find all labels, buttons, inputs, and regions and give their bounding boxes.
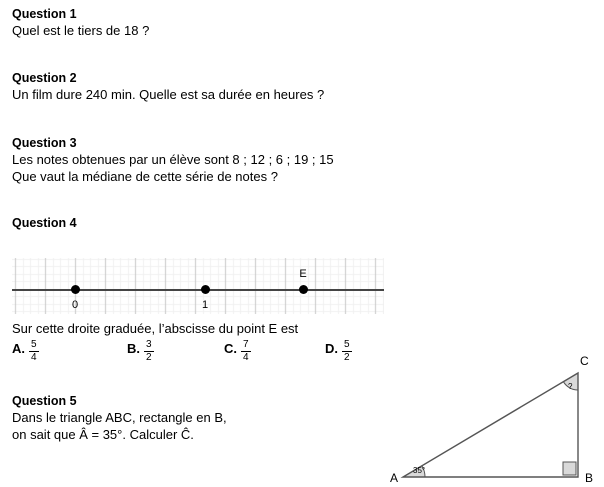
angle-label-c: ? [568, 382, 573, 391]
answer-option-c[interactable] [224, 340, 251, 363]
answer-options-row [12, 340, 392, 368]
vertex-label-a: A [390, 471, 399, 485]
number-line-label-e: E [299, 268, 307, 280]
fraction-numerator: 5 [344, 339, 350, 350]
triangle-figure [386, 352, 604, 487]
question-3-block [12, 135, 334, 185]
fraction-numerator: 3 [146, 339, 152, 350]
question-4-prompt: Sur cette droite graduée, l’abscisse du point E est [12, 321, 299, 336]
question-3-text-line-1: Les notes obtenues par un élève sont 8 ; 12 ; 6 ; 19 ; 15 [12, 152, 334, 167]
answer-option-fraction [29, 340, 39, 363]
vertex-label-c: C [580, 354, 589, 368]
angle-label-a: 35° [413, 466, 426, 475]
answer-option-a[interactable] [12, 340, 39, 363]
question-5-text-line-1: Dans le triangle ABC, rectangle en B, [12, 410, 227, 425]
answer-option-letter: C. [224, 341, 237, 356]
number-line-label-0: 0 [71, 299, 79, 311]
answer-option-fraction [144, 340, 154, 363]
triangle-outline [403, 373, 578, 477]
question-1-text-line-1: Quel est le tiers de 18 ? [12, 23, 150, 38]
right-angle-marker-b [563, 462, 576, 475]
answer-option-letter: D. [325, 341, 338, 356]
question-4-block [12, 215, 77, 231]
number-line-dot-1 [201, 285, 210, 294]
question-5-block [12, 393, 227, 443]
question-5-text-line-2: on sait que Â = 35°. Calculer Ĉ. [12, 427, 194, 442]
question-2-heading: Question 2 [12, 71, 77, 85]
fraction-denominator: 2 [344, 352, 350, 363]
triangle-svg [386, 352, 604, 487]
question-4-prompt-block [12, 320, 298, 337]
question-3-text-line-2: Que vaut la médiane de cette série de notes ? [12, 169, 278, 184]
fraction-denominator: 4 [31, 352, 37, 363]
number-line-figure [12, 258, 384, 314]
question-5-heading: Question 5 [12, 394, 77, 408]
question-1-heading: Question 1 [12, 7, 77, 21]
question-2-block [12, 70, 324, 103]
vertex-label-b: B [585, 471, 594, 485]
fraction-denominator: 2 [146, 352, 152, 363]
question-2-text-line-1: Un film dure 240 min. Quelle est sa durée en heures ? [12, 87, 325, 102]
fraction-numerator: 7 [243, 339, 249, 350]
number-line-label-1: 1 [201, 299, 209, 311]
answer-option-letter: B. [127, 341, 140, 356]
fraction-denominator: 4 [243, 352, 249, 363]
number-line-dot-e [299, 285, 308, 294]
answer-option-fraction [342, 340, 352, 363]
answer-option-letter: A. [12, 341, 25, 356]
number-line-dot-0 [71, 285, 80, 294]
question-4-heading: Question 4 [12, 216, 77, 230]
number-line-axis [12, 289, 384, 291]
answer-option-d[interactable] [325, 340, 352, 363]
question-3-heading: Question 3 [12, 136, 77, 150]
answer-option-b[interactable] [127, 340, 154, 363]
question-1-block [12, 6, 149, 39]
answer-option-fraction [241, 340, 251, 363]
fraction-numerator: 5 [31, 339, 37, 350]
